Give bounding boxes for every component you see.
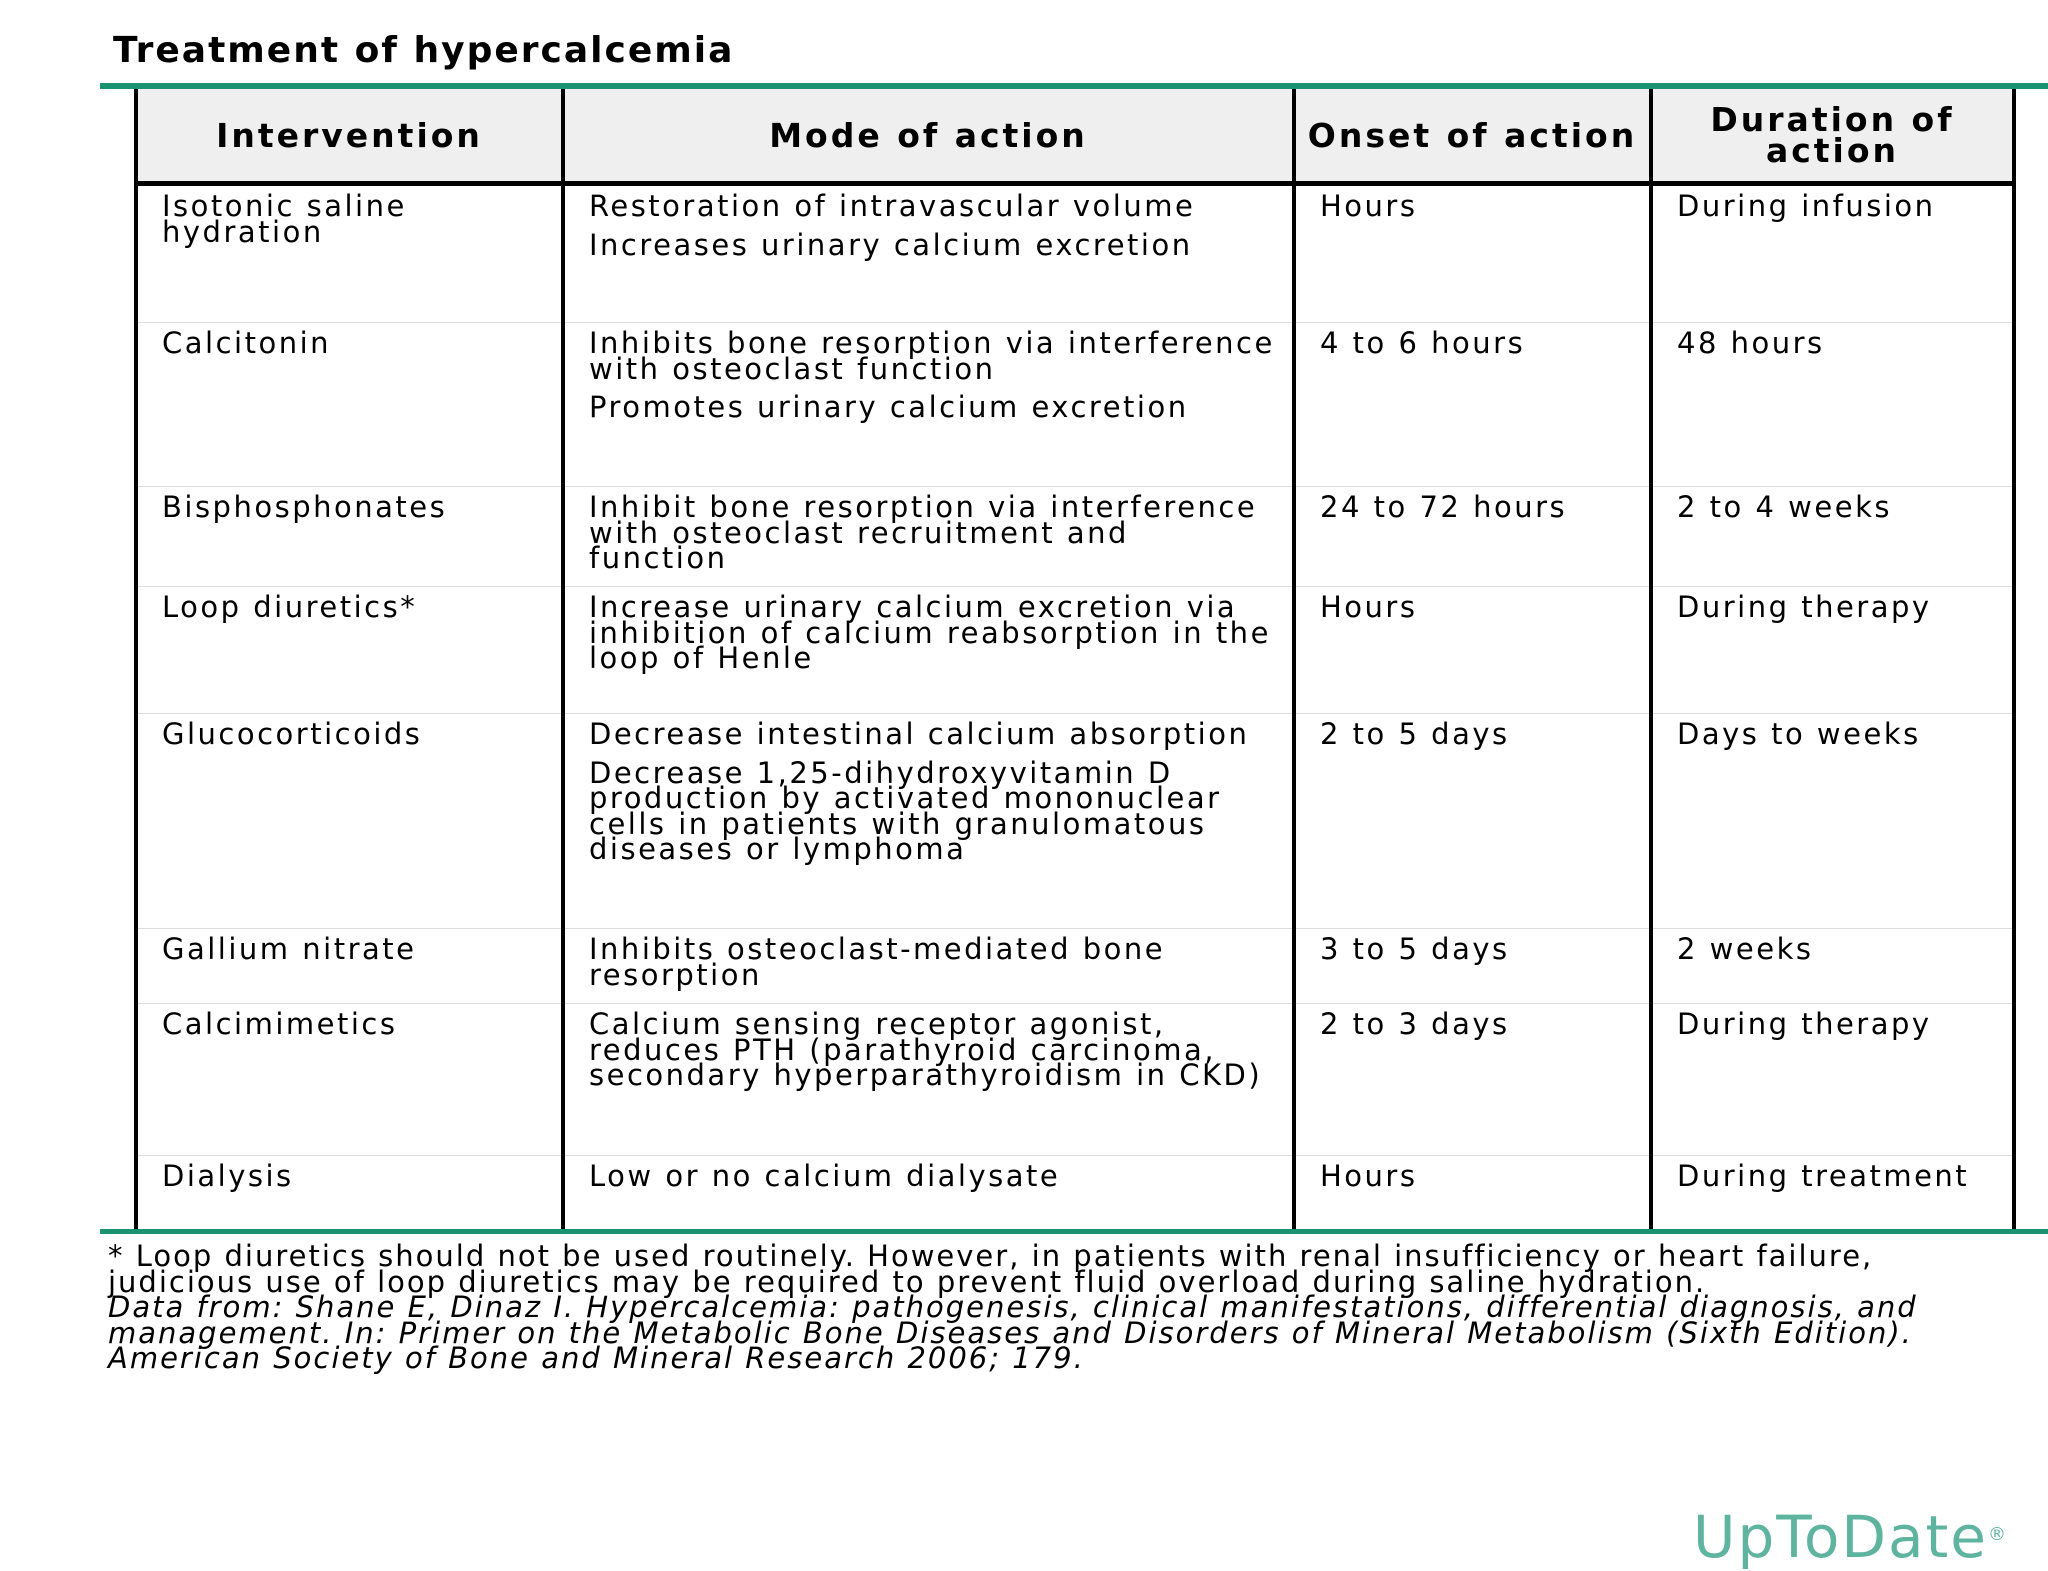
table-row	[136, 714, 2014, 929]
bottom-divider	[100, 1229, 2048, 1234]
mode-paragraph: Calcium sensing receptor agonist, reduces PTH (parathyroid carcinoma, secondary hyperparathyroidism in CKD)	[589, 1007, 1263, 1092]
table-row	[136, 184, 2014, 323]
cell-duration: During infusion	[1651, 184, 2014, 323]
uptodate-logo	[1693, 1503, 2008, 1571]
mode-paragraph: Increase urinary calcium excretion via inhibition of calcium reabsorption in the loop of Henle	[589, 590, 1271, 675]
cell-intervention: Isotonic saline hydration	[136, 184, 563, 323]
cell-duration: Days to weeks	[1651, 714, 2014, 929]
page-title: Treatment of hypercalcemia	[113, 30, 735, 71]
mode-paragraph: Inhibits bone resorption via interference with osteoclast function	[589, 326, 1275, 386]
cell-mode-of-action	[563, 487, 1294, 587]
table-row	[136, 929, 2014, 1004]
table-body	[136, 184, 2014, 1231]
cell-onset: 2 to 3 days	[1294, 1004, 1651, 1156]
cell-mode-of-action	[563, 714, 1294, 929]
cell-onset: 3 to 5 days	[1294, 929, 1651, 1004]
mode-paragraph: Inhibits osteoclast-mediated bone resorption	[589, 932, 1166, 992]
cell-mode-of-action	[563, 184, 1294, 323]
cell-mode-of-action	[563, 323, 1294, 487]
cell-onset: 4 to 6 hours	[1294, 323, 1651, 487]
cell-intervention: Gallium nitrate	[136, 929, 563, 1004]
header-row	[136, 89, 2014, 184]
cell-intervention: Glucocorticoids	[136, 714, 563, 929]
treatment-table	[134, 89, 2016, 1231]
cell-onset: Hours	[1294, 1156, 1651, 1231]
cell-mode-of-action	[563, 1004, 1294, 1156]
table-notes	[108, 1239, 1968, 1375]
cell-onset: Hours	[1294, 587, 1651, 714]
cell-duration: During therapy	[1651, 587, 2014, 714]
cell-intervention: Dialysis	[136, 1156, 563, 1231]
cell-mode-of-action	[563, 1156, 1294, 1231]
footnote: * Loop diuretics should not be used routinely. However, in patients with renal insufficiency or heart failure, judicious use of loop diuretics may be required to prevent fluid overload during saline hydration.	[108, 1239, 1874, 1299]
table-row	[136, 1156, 2014, 1231]
cell-onset: 2 to 5 days	[1294, 714, 1651, 929]
cell-intervention: Calcimimetics	[136, 1004, 563, 1156]
cell-duration: During treatment	[1651, 1156, 2014, 1231]
cell-duration: During therapy	[1651, 1004, 2014, 1156]
mode-paragraph: Decrease intestinal calcium absorption	[589, 717, 1250, 751]
table-header	[136, 89, 2014, 184]
cell-intervention: Loop diuretics*	[136, 587, 563, 714]
cell-duration: 48 hours	[1651, 323, 2014, 487]
cell-duration: 2 weeks	[1651, 929, 2014, 1004]
mode-paragraph: Increases urinary calcium excretion	[589, 227, 1193, 262]
source-citation: Data from: Shane E, Dinaz I. Hypercalcemia: pathogenesis, clinical manifestations, differential diagnosis, and management. In: Primer on the Metabolic Bone Diseases and Disorders of Mineral Metabolism (Sixth Edition). American Society of Bone and Mineral Research 2006; 179.	[108, 1290, 1918, 1375]
cell-intervention: Bisphosphonates	[136, 487, 563, 587]
mode-paragraph: Restoration of intravascular volume	[589, 189, 1196, 223]
header-mode-of-action: Mode of action	[563, 89, 1294, 184]
treatment-table-container	[134, 89, 2012, 1231]
mode-paragraph: Promotes urinary calcium excretion	[589, 390, 1189, 424]
cell-intervention: Calcitonin	[136, 323, 563, 487]
mode-paragraph: Decrease 1,25-dihydroxyvitamin D production by activated mononuclear cells in patients with granulomatous diseases or lymphoma	[589, 755, 1222, 866]
header-intervention: Intervention	[136, 89, 563, 184]
table-row	[136, 487, 2014, 587]
header-duration-of-action: Duration of action	[1651, 89, 2014, 184]
header-onset-of-action: Onset of action	[1294, 89, 1651, 184]
mode-paragraph: Inhibit bone resorption via interference with osteoclast recruitment and function	[589, 490, 1258, 575]
table-row	[136, 323, 2014, 487]
cell-mode-of-action	[563, 587, 1294, 714]
cell-mode-of-action	[563, 929, 1294, 1004]
cell-duration: 2 to 4 weeks	[1651, 487, 2014, 587]
registered-mark: ®	[1987, 1524, 2008, 1545]
logo-text: UpToDate	[1693, 1503, 1988, 1571]
mode-paragraph: Low or no calcium dialysate	[589, 1159, 1061, 1193]
cell-onset: Hours	[1294, 184, 1651, 323]
cell-onset: 24 to 72 hours	[1294, 487, 1651, 587]
table-row	[136, 1004, 2014, 1156]
table-row	[136, 587, 2014, 714]
